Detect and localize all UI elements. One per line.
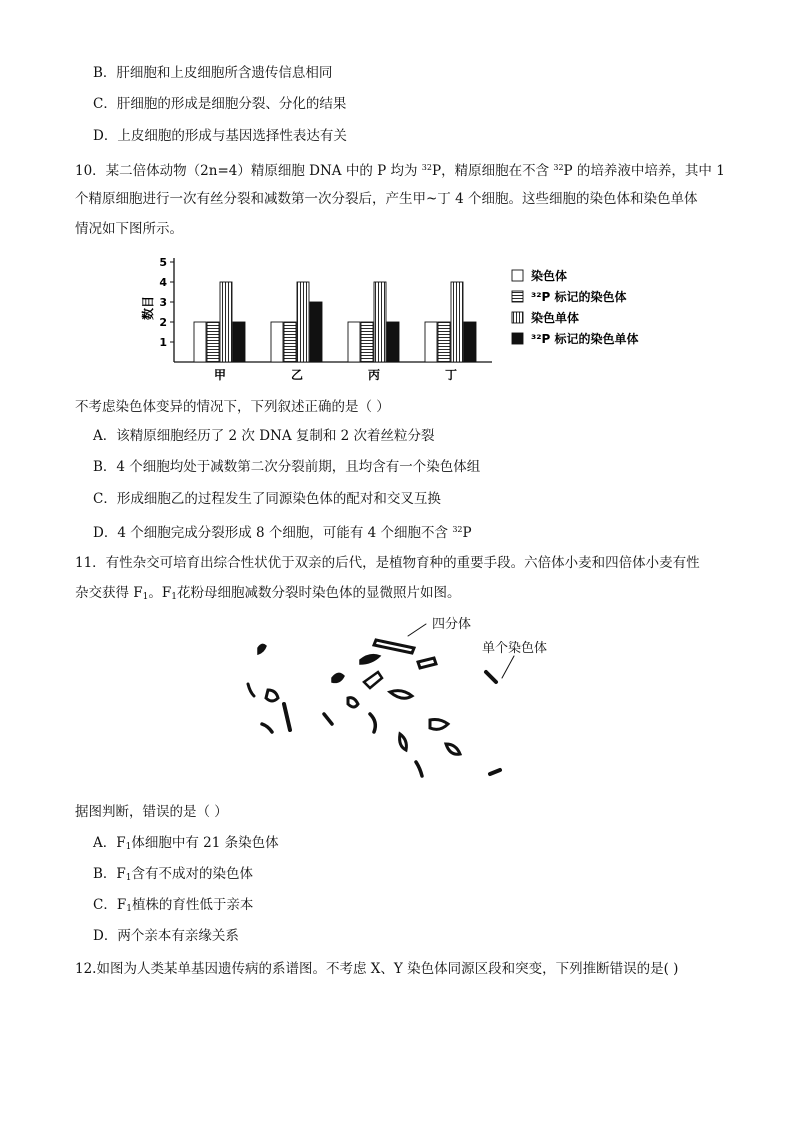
legend-swatch-4 [512, 333, 523, 344]
pointer-line [502, 656, 514, 678]
chromosome-shape [348, 698, 358, 707]
legend-label-3: 染色单体 [531, 311, 580, 325]
q11-option-b: B．$F_1$含有不成对的染色体 [93, 866, 254, 883]
chromosome-shape [332, 673, 344, 682]
chromosome-shape [390, 691, 412, 699]
bar-甲-series-2 [207, 322, 219, 362]
chromosome-shape [364, 672, 382, 688]
y-tick-label: 2 [159, 316, 167, 329]
q10-stem-line1: 10．某二倍体动物（2n=4）精原细胞 DNA 中的 P 均为 $^{32}$P，精原细胞在不含 $^{32}$P 的培养液中培养，其中 1 [75, 163, 725, 179]
bar-甲-series-4 [233, 322, 245, 362]
chromosome-shape [400, 734, 407, 750]
q10-option-c: C．形成细胞乙的过程发生了同源染色体的配对和交叉互换 [93, 491, 441, 507]
q11-question: 据图判断，错误的是（ ） [75, 804, 228, 820]
chromosome-shape [416, 762, 422, 776]
chromosome-shape [262, 724, 272, 732]
tetrad-shape [374, 640, 414, 653]
chromosome-micrograph [240, 610, 570, 790]
bar-丁-series-3 [451, 282, 463, 362]
q10-option-b: B．4 个细胞均处于减数第二次分裂前期，且均含有一个染色体组 [93, 459, 481, 475]
legend-label-4: ³²P 标记的染色单体 [531, 332, 639, 346]
q10-option-a: A．该精原细胞经历了 2 次 DNA 复制和 2 次着丝粒分裂 [93, 428, 435, 444]
q11-option-c: C．$F_1$植株的育性低于亲本 [93, 897, 254, 914]
y-axis-label: 数目 [141, 295, 155, 321]
y-tick-label: 3 [159, 296, 167, 309]
q11-stem-line2: 杂交获得 $F_1$。$F_1$花粉母细胞减数分裂时染色体的显微照片如图。 [75, 585, 461, 602]
legend-swatch-1 [512, 270, 523, 281]
q10-option-d: D．4 个细胞完成分裂形成 8 个细胞，可能有 4 个细胞不含 $^{32}$P [93, 525, 472, 541]
x-tick-label: 乙 [290, 368, 304, 382]
bar-丁-series-2 [438, 322, 450, 362]
chromosome-shape [490, 770, 500, 774]
q12-stem: 12.如图为人类某单基因遗传病的系谱图。不考虑 X、Y 染色体同源区段和突变，下列推断错误的是( ) [75, 961, 679, 977]
bar-丙-series-2 [361, 322, 373, 362]
chromosome-shape [446, 744, 460, 754]
bar-丁-series-4 [464, 322, 476, 362]
label-tetrad: 四分体 [432, 617, 472, 632]
chromosome-shape [266, 690, 278, 701]
q11-option-d: D．两个亲本有亲缘关系 [93, 928, 239, 944]
q10-stem-line3: 情况如下图所示。 [75, 221, 183, 237]
bar-乙-series-2 [284, 322, 296, 362]
chromosome-shape [370, 714, 375, 732]
q9-option-b: B．肝细胞和上皮细胞所含遗传信息相同 [93, 65, 333, 81]
bar-丙-series-3 [374, 282, 386, 362]
bar-甲-series-3 [220, 282, 232, 362]
y-tick-label: 1 [159, 336, 167, 349]
x-tick-label: 丁 [444, 368, 458, 382]
chromosome-shape [284, 704, 290, 730]
bar-丙-series-4 [387, 322, 399, 362]
legend-swatch-2 [512, 291, 523, 302]
y-tick-label: 5 [159, 256, 167, 269]
q9-option-c: C．肝细胞的形成是细胞分裂、分化的结果 [93, 96, 347, 112]
bar-丁-series-1 [425, 322, 437, 362]
legend-swatch-3 [512, 312, 523, 323]
chromosome-shape [324, 714, 332, 724]
bar-丙-series-1 [348, 322, 360, 362]
legend-label-2: ³²P 标记的染色体 [531, 290, 627, 304]
pointer-line [408, 624, 426, 636]
bar-乙-series-3 [297, 282, 309, 362]
q11-option-a: A．$F_1$体细胞中有 21 条染色体 [93, 835, 279, 852]
x-tick-label: 甲 [213, 368, 227, 382]
q11-stem-line1: 11．有性杂交可培育出综合性状优于双亲的后代，是植物育种的重要手段。六倍体小麦和四倍体小麦有性 [75, 555, 700, 571]
chromosome-shape [248, 684, 254, 696]
chromosome-shape [258, 644, 266, 654]
chromosome-bar-chart [140, 252, 670, 384]
x-tick-label: 丙 [367, 368, 381, 382]
y-tick-label: 4 [159, 276, 167, 289]
legend-label-1: 染色体 [531, 269, 568, 283]
q10-stem-line2: 个精原细胞进行一次有丝分裂和减数第一次分裂后，产生甲~丁 4 个细胞。这些细胞的染色体和染色单体 [75, 191, 698, 207]
label-single-chromosome: 单个染色体 [482, 641, 548, 656]
single-chromosome-shape [486, 672, 496, 682]
bar-甲-series-1 [194, 322, 206, 362]
q10-question: 不考虑染色体变异的情况下，下列叙述正确的是（ ） [75, 399, 390, 415]
bar-乙-series-1 [271, 322, 283, 362]
chromosome-shape [430, 720, 448, 730]
q9-option-d: D．上皮细胞的形成与基因选择性表达有关 [93, 128, 347, 144]
chromosome-shape [418, 658, 436, 668]
chromosome-shape [360, 655, 380, 664]
bar-乙-series-4 [310, 302, 322, 362]
